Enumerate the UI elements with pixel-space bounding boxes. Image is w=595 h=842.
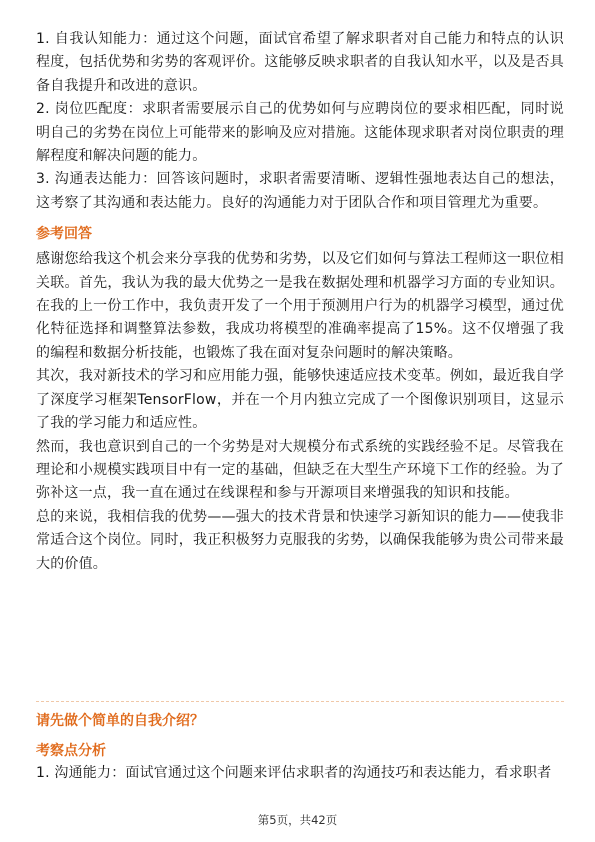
page-number: 第5页，共42页 <box>257 813 338 827</box>
analysis-item-1: 1. 自我认知能力：通过这个问题，面试官希望了解求职者对自己能力和特点的认识程度，包括优势和劣势的客观评价。这能够反映求职者的自我认知水平，以及是否具备自我提升和改进的意识。 <box>36 31 564 94</box>
reference-paragraph-1: 感谢您给我这个机会来分享我的优势和劣势，以及它们如何与算法工程师这一职位相关联。首先，我认为我的最大优势之一是我在数据处理和机器学习方面的专业知识。在我的上一份工作中，我负责开发了一个用于预测用户行为的机器学习模型，通过优化特征选择和调整算法参数，我成功将模型的准确率提高了15%。这不仅增强了我的编程和数据分析技能，也锻炼了我在面对复杂问题时的解决策略。 <box>36 251 564 361</box>
reference-paragraph-3: 然而，我也意识到自己的一个劣势是对大规模分布式系统的实践经验不足。尽管我在理论和小规模实践项目中有一定的基础，但缺乏在大型生产环境下工作的经验。为了弥补这一点，我一直在通过在线课程和参与开源项目来增强我的知识和技能。 <box>36 438 564 502</box>
reference-paragraph-2: 其次，我对新技术的学习和应用能力强，能够快速适应技术变革。例如，最近我自学了深度学习框架TensorFlow，并在一个月内独立完成了一个图像识别项目，这显示了我的学习能力和适应性。 <box>36 368 564 432</box>
analysis-item-1-next: 1. 沟通能力：面试官通过这个问题来评估求职者的沟通技巧和表达能力，看求职者 <box>36 765 552 781</box>
reference-heading: 参考回答 <box>36 226 92 243</box>
analysis-heading: 考察点分析 <box>36 743 106 759</box>
page-content <box>36 28 564 576</box>
analysis-item-2: 2. 岗位匹配度：求职者需要展示自己的优势如何与应聘岗位的要求相匹配，同时说明自己的劣势在岗位上可能带来的影响及应对措施。这能体现求职者对岗位职责的理解程度和解决问题的能力。 <box>36 101 564 165</box>
reference-answer <box>36 248 564 576</box>
reference-paragraph-4: 总的来说，我相信我的优势——强大的技术背景和快速学习新知识的能力——使我非常适合这个岗位。同时，我正积极努力克服我的劣势，以确保我能够为贵公司带来最大的价值。 <box>36 508 564 572</box>
analysis-list <box>36 28 564 215</box>
question-title: 请先做个简单的自我介绍？ <box>36 713 204 729</box>
section-divider <box>36 701 564 702</box>
analysis-item-3: 3. 沟通表达能力：回答该问题时，求职者需要清晰、逻辑性强地表达自己的想法，这考察了其沟通和表达能力。良好的沟通能力对于团队合作和项目管理尤为重要。 <box>36 171 564 211</box>
